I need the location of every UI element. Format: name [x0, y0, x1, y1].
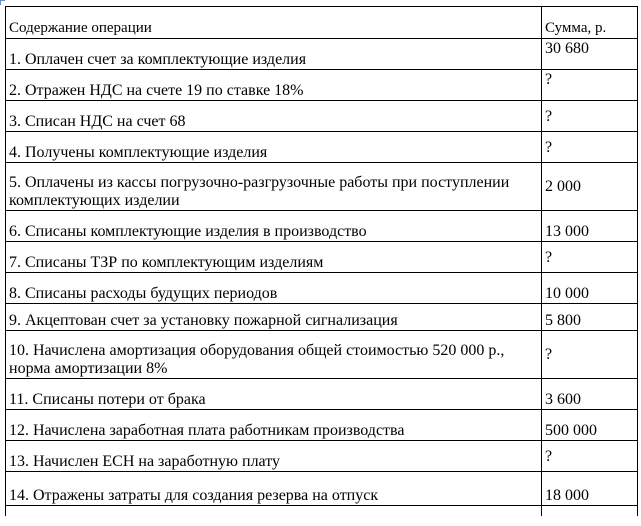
- header-amount: Сумма, р.: [542, 7, 638, 39]
- table-row: [6, 379, 638, 410]
- operation-cell: 3. Списан НДС на счет 68: [6, 101, 542, 132]
- operation-cell: 4. Получены комплектующие изделия: [6, 132, 542, 163]
- table-row: [6, 331, 638, 379]
- table-row-partial: [6, 506, 638, 517]
- amount-cell: 2 000: [542, 163, 638, 211]
- operations-table-container: [5, 6, 637, 516]
- amount-cell: 3 600: [542, 379, 638, 410]
- table-row: [6, 163, 638, 211]
- table-row: [6, 101, 638, 132]
- table-row: [6, 441, 638, 472]
- amount-cell: ?: [542, 101, 638, 132]
- operation-cell: 2. Отражен НДС на счете 19 по ставке 18%: [6, 70, 542, 101]
- table-row: [6, 132, 638, 163]
- operation-cell: 6. Списаны комплектующие изделия в производство: [6, 211, 542, 242]
- header-operation: Содержание операции: [6, 7, 542, 39]
- table-row: [6, 39, 638, 70]
- amount-cell: ?: [542, 242, 638, 273]
- amount-cell: ?: [542, 441, 638, 472]
- operation-cell: 5. Оплачены из кассы погрузочно-разгрузочные работы при поступлении комплектующих изделии: [6, 163, 542, 211]
- table-row: [6, 410, 638, 441]
- operations-table: [5, 6, 638, 516]
- amount-cell: ?: [542, 331, 638, 379]
- operation-cell: 14. Отражены затраты для создания резерва на отпуск: [6, 472, 542, 506]
- table-row: [6, 70, 638, 101]
- table-header-row: [6, 7, 638, 39]
- amount-cell: 500 000: [542, 410, 638, 441]
- operation-cell: 7. Списаны ТЗР по комплектующим изделиям: [6, 242, 542, 273]
- table-row: [6, 211, 638, 242]
- empty-cell: [6, 506, 542, 517]
- amount-cell: 5 800: [542, 304, 638, 331]
- operation-cell: 8. Списаны расходы будущих периодов: [6, 273, 542, 304]
- operation-cell: 12. Начислена заработная плата работникам производства: [6, 410, 542, 441]
- amount-cell: 13 000: [542, 211, 638, 242]
- amount-cell: ?: [542, 70, 638, 101]
- selection-corner-marker: [0, 0, 5, 5]
- empty-cell: [542, 506, 638, 517]
- table-row: [6, 472, 638, 506]
- operation-cell: 1. Оплачен счет за комплектующие изделия: [6, 39, 542, 70]
- operation-cell: 9. Акцептован счет за установку пожарной сигнализация: [6, 304, 542, 331]
- table-row: [6, 242, 638, 273]
- operation-cell: 13. Начислен ЕСН на заработную плату: [6, 441, 542, 472]
- amount-cell: 18 000: [542, 472, 638, 506]
- operation-cell: 10. Начислена амортизация оборудования общей стоимостью 520 000 р., норма амортизации 8%: [6, 331, 542, 379]
- amount-cell: 30 680: [542, 39, 638, 70]
- table-row: [6, 304, 638, 331]
- amount-cell: ?: [542, 132, 638, 163]
- table-row: [6, 273, 638, 304]
- operation-cell: 11. Списаны потери от брака: [6, 379, 542, 410]
- amount-cell: 10 000: [542, 273, 638, 304]
